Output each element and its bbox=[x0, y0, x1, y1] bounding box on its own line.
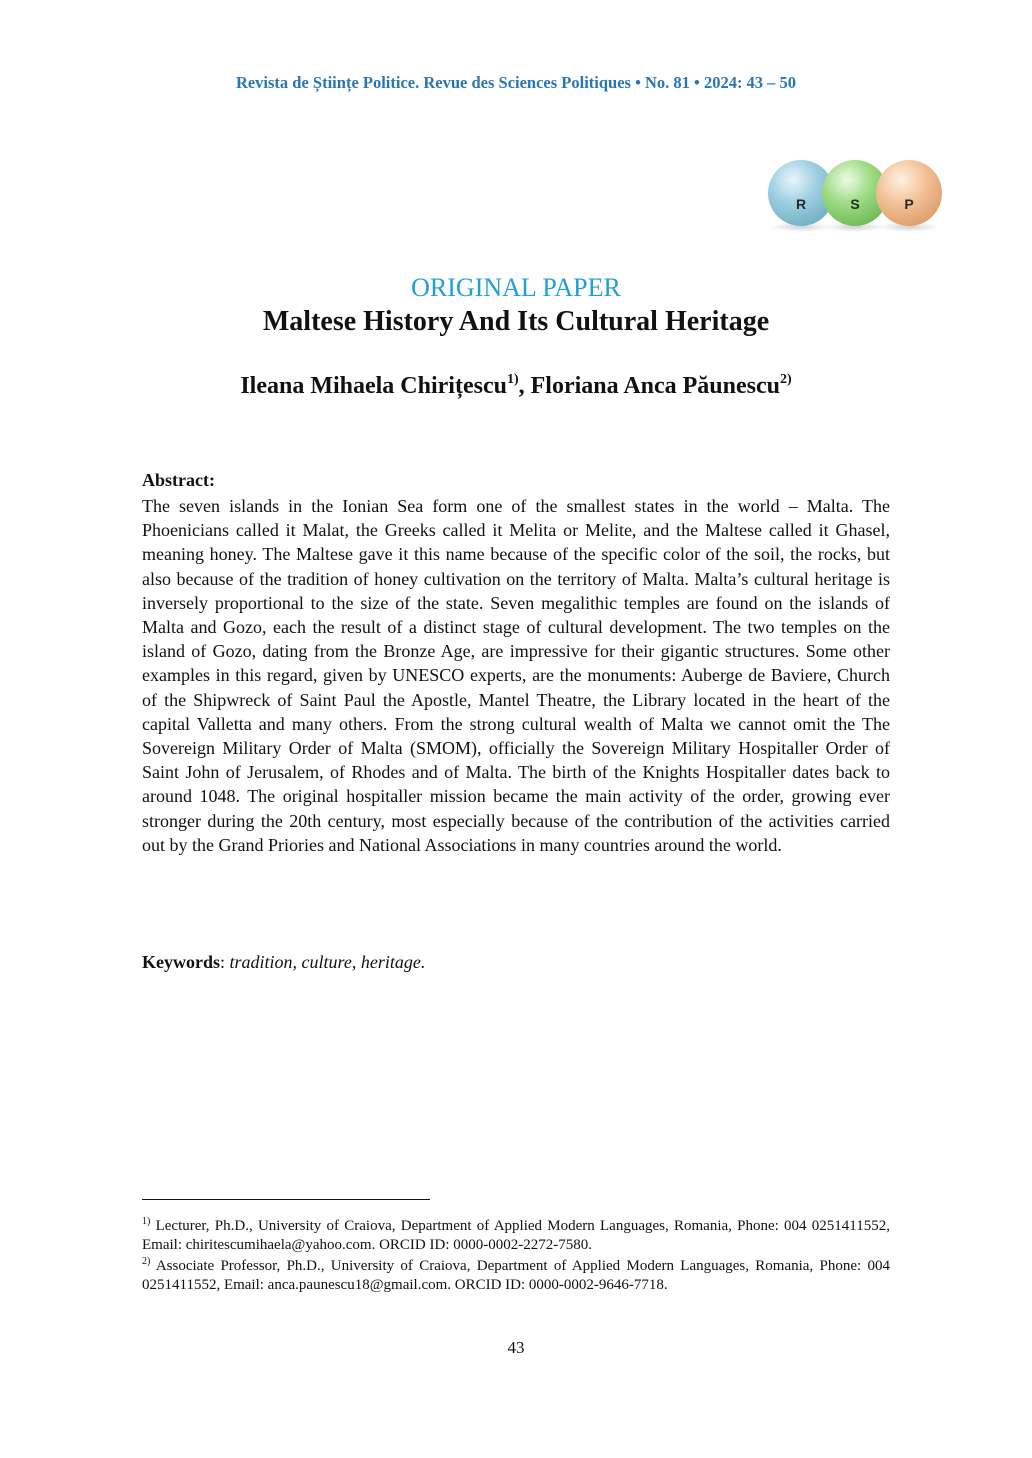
keywords-values: tradition, culture, heritage. bbox=[229, 952, 426, 972]
logo-letter-r: R bbox=[795, 196, 807, 212]
author-separator: , bbox=[518, 373, 531, 399]
journal-header: Revista de Științe Politice. Revue des Sciences Politiques • No. 81 • 2024: 43 – 50 bbox=[235, 73, 797, 92]
author-mark: 1) bbox=[506, 372, 519, 387]
keywords-separator: : bbox=[220, 952, 230, 972]
footnote-1 bbox=[142, 1213, 890, 1254]
footnote-2 bbox=[142, 1253, 890, 1294]
authors bbox=[0, 372, 1032, 400]
author-name: Ileana Mihaela Chirițescu bbox=[240, 373, 507, 399]
abstract-text: The seven islands in the Ionian Sea form one of the smallest states in the world – Malta. The Phoenicians called it Malat, the Greeks called it Melita or Melite, and the Maltese called it Ghasel, meaning honey. The Maltese gave it this name because of the specific color of the soil, the rocks, but also because of the tradition of honey cultivation on the territory of Malta. Malta’s cultural heritage is inversely proportional to the size of the state. Seven megalithic temples are found on the islands of Malta and Gozo, each the result of a distinct stage of cultural development. The two temples on the island of Gozo, dating from the Bronze Age, are impressive for their gigantic structures. Some other examples in this regard, given by UNESCO experts, are the monuments: Auberge de Baviere, Church of the Shipwreck of Saint Paul the Apostle, Mantel Theatre, the Library located in the heart of the capital Valletta and many others. From the strong cultural wealth of Malta we cannot omit the The Sovereign Military Order of Malta (SMOM), officially the Sovereign Military Hospitaller Order of Saint John of Jerusalem, of Rhodes and of Malta. The birth of the Knights Hospitaller dates back to around 1048. The original hospitaller mission became the main activity of the order, growing ever stronger during the 20th century, most especially because of the contribution of the activities carried out by the Grand Priories and National Associations in many countries around the world. bbox=[142, 496, 890, 855]
keywords-label: Keywords bbox=[142, 952, 220, 972]
footnote-text: Lecturer, Ph.D., University of Craiova, Department of Applied Modern Languages, Romania, Phone: 004 0251411552, Email: chiritescumihaela@yahoo.com. ORCID ID: 0000-0002-2272-7580. bbox=[142, 1218, 890, 1253]
paper-type: ORIGINAL PAPER bbox=[411, 273, 621, 302]
footnote-mark: 2) bbox=[142, 1256, 151, 1267]
logo-letter-p: P bbox=[904, 196, 914, 212]
page-number: 43 bbox=[507, 1338, 525, 1357]
author-mark: 2) bbox=[780, 372, 792, 387]
footnote-divider bbox=[142, 1199, 430, 1200]
abstract-label: Abstract: bbox=[142, 470, 215, 490]
rsp-logo bbox=[768, 160, 944, 236]
logo-letter-s: S bbox=[850, 196, 860, 212]
footnote-mark: 1) bbox=[142, 1216, 151, 1227]
author-name: Floriana Anca Păunescu bbox=[530, 373, 780, 399]
logo-ball-p bbox=[876, 160, 942, 226]
paper-title: Maltese History And Its Cultural Heritage bbox=[262, 306, 770, 337]
keywords bbox=[142, 952, 425, 973]
footnote-text: Associate Professor, Ph.D., University of Craiova, Department of Applied Modern Languages, Romania, Phone: 004 0251411552, Email: anca.paunescu18@gmail.com. ORCID ID: 0000-0002-9646-7718. bbox=[142, 1258, 890, 1293]
